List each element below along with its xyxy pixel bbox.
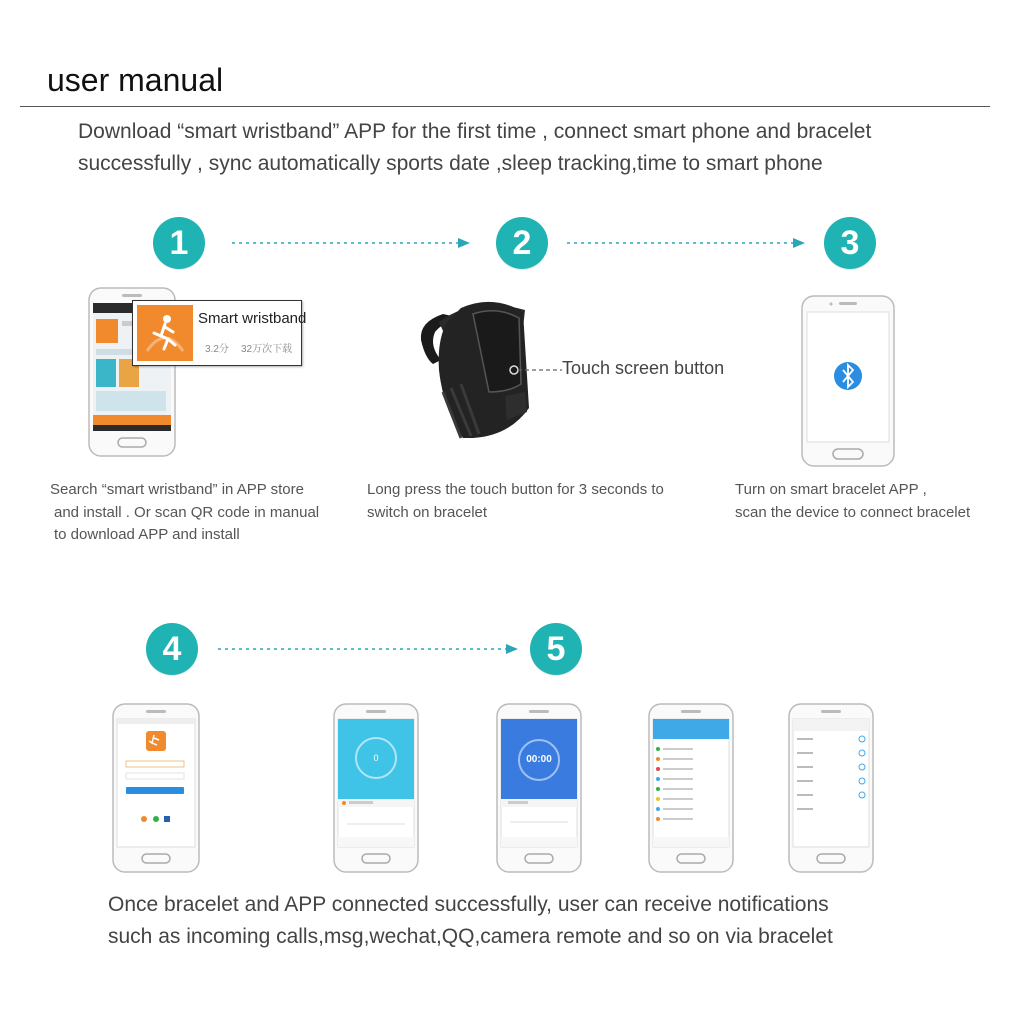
- touch-button-callout: Touch screen button: [562, 358, 725, 378]
- step-3-badge: 3: [824, 217, 876, 269]
- phone-login-screen: [112, 703, 200, 873]
- app-rating: 3.2分: [205, 344, 229, 355]
- intro-line-1: Download “smart wristband” APP for the first time , connect smart phone and bracelet: [78, 120, 872, 143]
- callout-leader: [518, 367, 564, 373]
- app-store-popup: [132, 300, 307, 366]
- arrow-2-to-3: [565, 237, 807, 249]
- phone-steps-screen: [333, 703, 419, 873]
- running-app-icon: [137, 305, 193, 361]
- steps-count: 0: [373, 753, 379, 763]
- step-3-caption: [735, 479, 970, 524]
- step-1-caption-line: Search “smart wristband” in APP store: [50, 481, 304, 498]
- step-2-caption: [367, 479, 664, 524]
- footer-line-1: Once bracelet and APP connected successfully, user can receive notifications: [108, 893, 829, 916]
- step-1-caption-line: and install . Or scan QR code in manual: [54, 503, 320, 521]
- page-title: user manual: [47, 62, 224, 98]
- arrow-4-to-5: [216, 643, 520, 655]
- phone-timer-screen: [496, 703, 582, 873]
- step-2-caption-line: switch on bracelet: [367, 503, 488, 521]
- title-divider: [20, 106, 990, 107]
- phone-bluetooth: [801, 295, 895, 467]
- step-2-caption-line: Long press the touch button for 3 seconds to: [367, 481, 664, 498]
- intro-line-2: successfully , sync automatically sports date ,sleep tracking,time to smart phone: [78, 152, 823, 175]
- app-downloads: 32万次下载: [241, 344, 293, 355]
- step-1-caption: [50, 479, 319, 547]
- step-2-badge: 2: [496, 217, 548, 269]
- timer-display: 00:00: [526, 754, 552, 765]
- step-1-caption-line: to download APP and install: [54, 526, 240, 543]
- footer-line-2: such as incoming calls,msg,wechat,QQ,camera remote and so on via bracelet: [108, 925, 833, 948]
- phone-notification-list: [788, 703, 874, 873]
- step-3-caption-line: Turn on smart bracelet APP ,: [735, 481, 927, 498]
- step-1-badge: 1: [153, 217, 205, 269]
- phone-settings-screen: [648, 703, 734, 873]
- app-name: Smart wristband: [198, 310, 307, 327]
- arrow-1-to-2: [230, 237, 472, 249]
- step-4-badge: 4: [146, 623, 198, 675]
- step-3-caption-line: scan the device to connect bracelet: [735, 503, 971, 521]
- step-5-badge: 5: [530, 623, 582, 675]
